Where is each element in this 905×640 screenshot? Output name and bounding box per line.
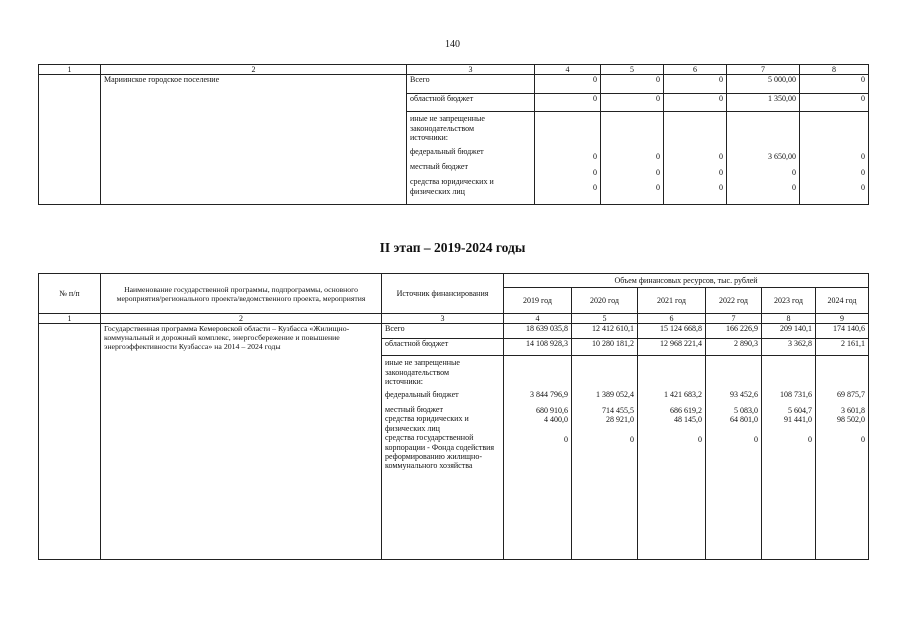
col-number: 5	[601, 65, 664, 75]
value-cell: 680 910,6	[536, 405, 568, 415]
value-cell: 1 350,00	[727, 94, 800, 112]
source-label: средства юридических и физических лиц	[385, 414, 469, 433]
col-number: 4	[535, 65, 601, 75]
col-number: 9	[816, 314, 869, 324]
source-cell: областной бюджет	[382, 339, 504, 356]
value-cell: 0	[792, 167, 796, 177]
value-cell: 4 400,0	[544, 415, 568, 425]
value-cell: 0	[535, 75, 601, 94]
value-cell: 0	[656, 152, 660, 162]
value-cell: 686 619,2	[670, 405, 702, 415]
value-cell: 0	[664, 94, 727, 112]
value-cell: 93 452,6	[730, 390, 758, 400]
value-column-group	[572, 356, 638, 560]
col-number: 5	[572, 314, 638, 324]
value-cell: 1 389 052,4	[596, 390, 634, 400]
value-cell: 108 731,6	[780, 390, 812, 400]
value-cell: 0	[808, 434, 812, 444]
source-label: федеральный бюджет	[410, 146, 484, 156]
value-cell: 209 140,1	[762, 324, 816, 339]
source-label: средства государственной корпорации - Фонда содействия реформированию жилищно-коммунального хозяйства	[385, 433, 495, 471]
value-cell: 0	[861, 434, 866, 444]
value-cell: 0	[861, 183, 865, 193]
header-name: Наименование государственной программы, подпрограммы, основного мероприятия/регионального проекта/ведомственного проекта, мероприятия	[101, 274, 382, 314]
row-number-cell	[39, 75, 101, 205]
value-column-group	[504, 356, 572, 560]
col-number: 3	[407, 65, 535, 75]
value-cell: 98 502,0	[837, 415, 866, 425]
value-cell: 0	[593, 167, 597, 177]
source-label: федеральный бюджет	[385, 389, 459, 399]
value-cell: 174 140,6	[816, 324, 869, 339]
value-cell: 14 108 928,3	[504, 339, 572, 356]
source-cell-group	[407, 112, 535, 205]
col-number: 1	[39, 314, 101, 324]
stage-finance-table	[38, 273, 869, 560]
value-column-group	[706, 356, 762, 560]
value-column-group	[762, 356, 816, 560]
value-cell: 12 968 221,4	[638, 339, 706, 356]
entity-name: Мариинское городское поселение	[101, 75, 407, 205]
value-cell: 0	[664, 75, 727, 94]
value-cell: 64 801,0	[730, 415, 758, 425]
value-cell: 0	[601, 75, 664, 94]
source-cell: Всего	[382, 324, 504, 339]
value-cell: 48 145,0	[674, 415, 702, 425]
value-cell: 3 650,00	[768, 152, 796, 162]
value-cell: 0	[861, 152, 865, 162]
value-cell: 0	[754, 434, 758, 444]
col-number: 6	[664, 65, 727, 75]
value-cell: 0	[698, 434, 702, 444]
value-cell: 1 421 683,2	[664, 390, 702, 400]
value-cell: 0	[719, 183, 723, 193]
header-source: Источник финансирования	[382, 274, 504, 314]
value-cell: 5 083,0	[734, 405, 758, 415]
value-cell: 0	[656, 167, 660, 177]
source-label: местный бюджет	[410, 162, 468, 172]
value-cell: 0	[656, 183, 660, 193]
value-cell: 15 124 668,8	[638, 324, 706, 339]
header-number: № п/п	[39, 274, 101, 314]
value-cell: 0	[719, 152, 723, 162]
source-cell-group	[382, 356, 504, 560]
value-cell: 166 226,9	[706, 324, 762, 339]
col-number: 7	[706, 314, 762, 324]
source-subheading: иные не запрещенные законодательством источники:	[385, 358, 460, 387]
value-cell: 0	[564, 434, 568, 444]
col-number: 7	[727, 65, 800, 75]
col-number: 2	[101, 314, 382, 324]
header-year: 2021 год	[638, 288, 706, 314]
value-cell: 0	[601, 94, 664, 112]
col-number: 1	[39, 65, 101, 75]
value-cell: 0	[861, 167, 865, 177]
header-year: 2023 год	[762, 288, 816, 314]
header-year: 2022 год	[706, 288, 762, 314]
value-cell: 69 875,7	[837, 390, 866, 400]
value-cell: 12 412 610,1	[572, 324, 638, 339]
source-label: местный бюджет	[385, 405, 443, 415]
value-cell: 714 455,5	[602, 405, 634, 415]
program-name: Государственная программа Кемеровской области – Кузбасса «Жилищно-коммунальный и дорожный комплекс, энергосбережение и повышение энергоэффективности Кузбасса» на 2014 – 2024 годы	[101, 324, 382, 560]
top-continuation-table	[38, 64, 869, 205]
value-column-group	[816, 356, 869, 560]
value-cell: 3 844 796,9	[530, 390, 568, 400]
value-cell: 28 921,0	[606, 415, 634, 425]
source-cell: областной бюджет	[407, 94, 535, 112]
col-number: 6	[638, 314, 706, 324]
value-column-group	[535, 112, 601, 205]
value-cell: 0	[792, 183, 796, 193]
row-number-cell	[39, 324, 101, 560]
value-cell: 2 161,1	[816, 339, 869, 356]
value-column-group	[727, 112, 800, 205]
source-cell: Всего	[407, 75, 535, 94]
value-cell: 0	[800, 94, 869, 112]
value-column-group	[601, 112, 664, 205]
page-number: 140	[445, 39, 460, 50]
value-column-group	[800, 112, 869, 205]
header-year: 2020 год	[572, 288, 638, 314]
col-number: 8	[762, 314, 816, 324]
value-column-group	[664, 112, 727, 205]
col-number: 3	[382, 314, 504, 324]
source-subheading: иные не запрещенные законодательством источники:	[410, 114, 485, 143]
value-cell: 5 000,00	[727, 75, 800, 94]
stage-heading: II этап – 2019-2024 годы	[379, 240, 526, 255]
header-year: 2019 год	[504, 288, 572, 314]
value-cell: 91 441,0	[784, 415, 812, 425]
value-cell: 10 280 181,2	[572, 339, 638, 356]
value-cell: 0	[800, 75, 869, 94]
value-cell: 0	[630, 434, 634, 444]
col-number: 8	[800, 65, 869, 75]
value-cell: 3 362,8	[762, 339, 816, 356]
col-number: 4	[504, 314, 572, 324]
value-column-group	[638, 356, 706, 560]
value-cell: 0	[535, 94, 601, 112]
value-cell: 0	[593, 152, 597, 162]
source-label: средства юридических и физических лиц	[410, 177, 494, 196]
value-cell: 5 604,7	[788, 405, 812, 415]
header-volume: Объем финансовых ресурсов, тыс. рублей	[504, 274, 869, 288]
value-cell: 0	[719, 167, 723, 177]
value-cell: 0	[593, 183, 597, 193]
header-year: 2024 год	[816, 288, 869, 314]
value-cell: 3 601,8	[841, 405, 866, 415]
col-number: 2	[101, 65, 407, 75]
value-cell: 18 639 035,8	[504, 324, 572, 339]
value-cell: 2 890,3	[706, 339, 762, 356]
